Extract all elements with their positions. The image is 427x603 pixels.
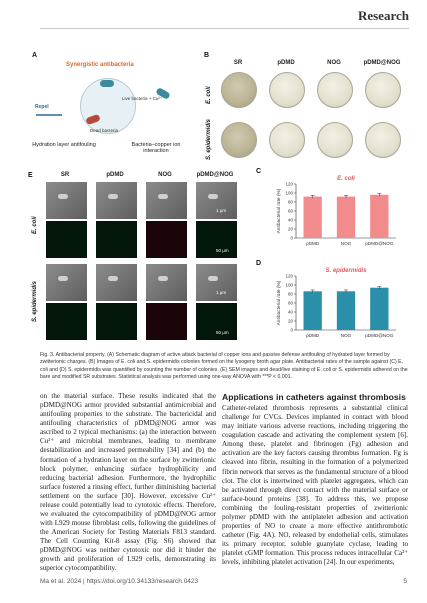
scale-bar-fluo: 50 μm [216,248,229,253]
sem-sepi-nog [146,264,187,301]
header-rule [40,28,409,29]
panel-b-plates [204,50,408,164]
panel-label-c: C [256,168,262,175]
col-header-pdmd: pDMD [277,60,295,66]
body-text-right: Catheter-related thrombosis represents a substantial clinical challenge for CVCs. Devices implanted in contact with blood may initiate various adverse reactions, including triggering the coagulation cascade and activating the complement system [6]. Among these, platelet and fibrinogen (Fg) adhesion and activation are the key factors causing thrombus formation. Fg is cleaved into fibrin, resulting in the formation of a polymerized fibrin network that serves as the fundamental structure of a blood clot. The clot is intertwined with platelet aggregates, which can be activated through direct contact with the material surface or surface-bound proteins [38]. To address this, we propose combining the fouling-resistant properties of zwitterionic polymer pDMD with the antiplatelet adhesion and activation properties of NO to create a more effective antithrombotic catheter (Fig. 4A). NO, released by endothelial cells, stimulates its primary receptor, soluble guanylate cyclase, leading to platelet cGMP formation. This process reduces intracellular Ca²⁺ levels, inhibiting platelet activation [24]. In our experiments, [222,404,408,567]
chart-sepidermidis [256,264,408,350]
sem-sepi-pdmd [96,264,137,301]
ecoli-ytick-label-5: 100 [285,190,293,196]
fluo-ecoli-sr [46,221,87,258]
e-row-label-ecoli: E. coli [32,216,38,234]
fluo-sepi-pdmd [96,303,137,340]
ecoli-bar-2 [370,195,388,238]
sepi-ylabel: Antibacterial rate (%) [277,280,282,326]
col-header-sr: SR [233,60,243,66]
sepi-ytick-label-0: 0 [290,327,293,333]
sepi-ytick-label-5: 100 [285,282,293,288]
plate-ecoli-nog [317,72,353,108]
footer-citation: Ma et al. 2024 | https://doi.org/10.34133/research.0423 [40,578,199,585]
row-label-ecoli: E. coli [206,86,212,104]
chart-ecoli-svg [256,172,408,258]
sem-sepi-pdmd-nog [196,264,237,301]
ecoli-ytick-label-3: 60 [287,208,293,214]
panel-a-title: Synergistic antibacteria [66,62,134,68]
journal-name: Research [357,8,409,23]
copper-caption: Bacteria–copper ion interaction [131,142,181,155]
hydration-caption: Hydration layer antifouling [32,142,96,148]
ecoli-bar-0 [304,197,322,238]
chart-ecoli [256,172,408,258]
ecoli-ytick-label-6: 120 [285,181,293,187]
plate-sepi-sr [221,122,257,158]
sepi-title: S. epidermidis [325,268,367,274]
col-header-nog: NOG [327,60,341,66]
ecoli-ytick-label-2: 40 [287,217,293,223]
sem-ecoli-nog [146,182,187,219]
ecoli-ylabel: Antibacterial rate (%) [277,188,282,234]
sem-ecoli-sr [46,182,87,219]
plate-ecoli-sr [221,72,257,108]
live-bacteria-icon [100,80,114,87]
row-label-sepi: S. epidermidis [206,118,212,160]
col-header-pdmd-nog: pDMD@NOG [363,60,401,66]
sepi-bar-2 [370,288,388,330]
section-title: Applications in catheters against thrombosis [222,392,406,402]
sepi-ytick-label-4: 80 [287,291,293,297]
plate-ecoli-pdmd-nog [365,72,401,108]
panel-e-microscopy [28,172,254,344]
scale-bar-sem-2: 1 μm [216,290,227,295]
ecoli-xtick-label-0: pDMD [306,241,320,246]
sepi-xtick-label-2: pDMD@NOG [365,333,394,338]
sem-sepi-sr [46,264,87,301]
scale-bar-fluo-2: 50 μm [216,330,229,335]
plate-sepi-nog [317,122,353,158]
live-bacteria-label: Live bacteria + Cu²⁺ [122,96,163,101]
sepi-bar-1 [337,291,355,330]
sepi-xtick-label-0: pDMD [306,333,320,338]
plate-sepi-pdmd-nog [365,122,401,158]
sepi-ytick-label-3: 60 [287,300,293,306]
ecoli-ytick-label-1: 20 [287,226,293,232]
panel-label-b: B [204,52,210,59]
page-number: 5 [403,578,407,585]
sepi-ytick-label-6: 120 [285,273,293,279]
plate-ecoli-pdmd [269,72,305,108]
ecoli-ytick-label-0: 0 [290,235,293,241]
repel-arrow-icon [36,114,62,116]
e-col-header-pdmd-nog: pDMD@NOG [196,172,234,178]
e-row-label-sepi: S. epidermidis [32,280,38,322]
ecoli-title: E. coli [337,176,355,182]
sepi-bar-0 [304,291,322,330]
fluo-sepi-sr [46,303,87,340]
fluo-ecoli-nog [146,221,187,258]
figure-caption: Fig. 3. Antibacterial property. (A) Schematic diagram of active attack bacterial of copper ions and passive defense antifouling of hydrated layer formed by zwitterionic charges. (B) Images of E. coli and S. epidermidis colonies formed on the lysogeny broth agar plate. Antibacterial rates of the sample against (C) E. coli and (D) S. epidermidis was quantified by counting the number of colonies. (E) SEM images and dead/live staining of E. coli or S. epidermidis adhered on the bare and modified SR substrates. Statistical analysis was performed using one-way ANOVA with ***P < 0.001. [40,352,408,380]
panel-label-e: E [28,172,33,179]
e-col-header-sr: SR [60,172,70,178]
sem-ecoli-pdmd [96,182,137,219]
plate-sepi-pdmd [269,122,305,158]
e-col-header-nog: NOG [158,172,172,178]
sepi-ytick-label-2: 40 [287,309,293,315]
body-text-left: on the material surface. These results indicated that the pDMD@NOG armor provided substantial antimicrobial and antifouling properties to the substrate. The bactericidal and antifouling characteristics of pDMD@NOG armor was ascribed to 2 typical mechanisms: (a) the interaction between Cu²⁺ and microbial membranes, leading to membrane destabilization and increased permeability [34] and (b) the formation of a hydration layer on the surface by zwitterionic block polymer, enhancing surface hydrophilicity and reducing bacterial adhesion. Furthermore, the hydrophilic surface fostered a rinsing effect, further diminishing bacterial settlement on the surface [30]. However, excessive Cu²⁺ release could potentially lead to cytotoxic effects. Therefore, we evaluated the cytocompatibility of pDMD@NOG armor with L929 mouse fibroblast cells, following the guidelines of the American Society for Testing Materials F813 standard. The Cell Counting Kit-8 assay (Fig. S6) showed that pDMD@NOG was neither cytotoxic nor did it hinder the growth and proliferation of L929 cells, demonstrating its superior cytocompatibility. [40,392,216,573]
fluo-ecoli-pdmd [96,221,137,258]
repel-label: Repel [35,104,49,110]
panel-label-a: A [32,52,38,59]
sem-ecoli-pdmd-nog [196,182,237,219]
panel-label-d: D [256,260,262,267]
sepi-xtick-label-1: NOG [340,333,352,338]
dead-bacteria-label: Dead bacteria [90,128,119,133]
ecoli-ytick-label-4: 80 [287,199,293,205]
figure-3 [28,50,408,344]
chart-sepidermidis-svg [256,264,408,350]
sepi-ytick-label-1: 20 [287,318,293,324]
fluo-sepi-nog [146,303,187,340]
ecoli-bar-1 [337,197,355,238]
e-col-header-pdmd: pDMD [106,172,124,178]
ecoli-xtick-label-1: NOG [340,241,352,246]
scale-bar-sem: 1 μm [216,208,227,213]
panel-a-schematic [28,50,196,164]
ecoli-xtick-label-2: pDMD@NOG [365,241,394,246]
